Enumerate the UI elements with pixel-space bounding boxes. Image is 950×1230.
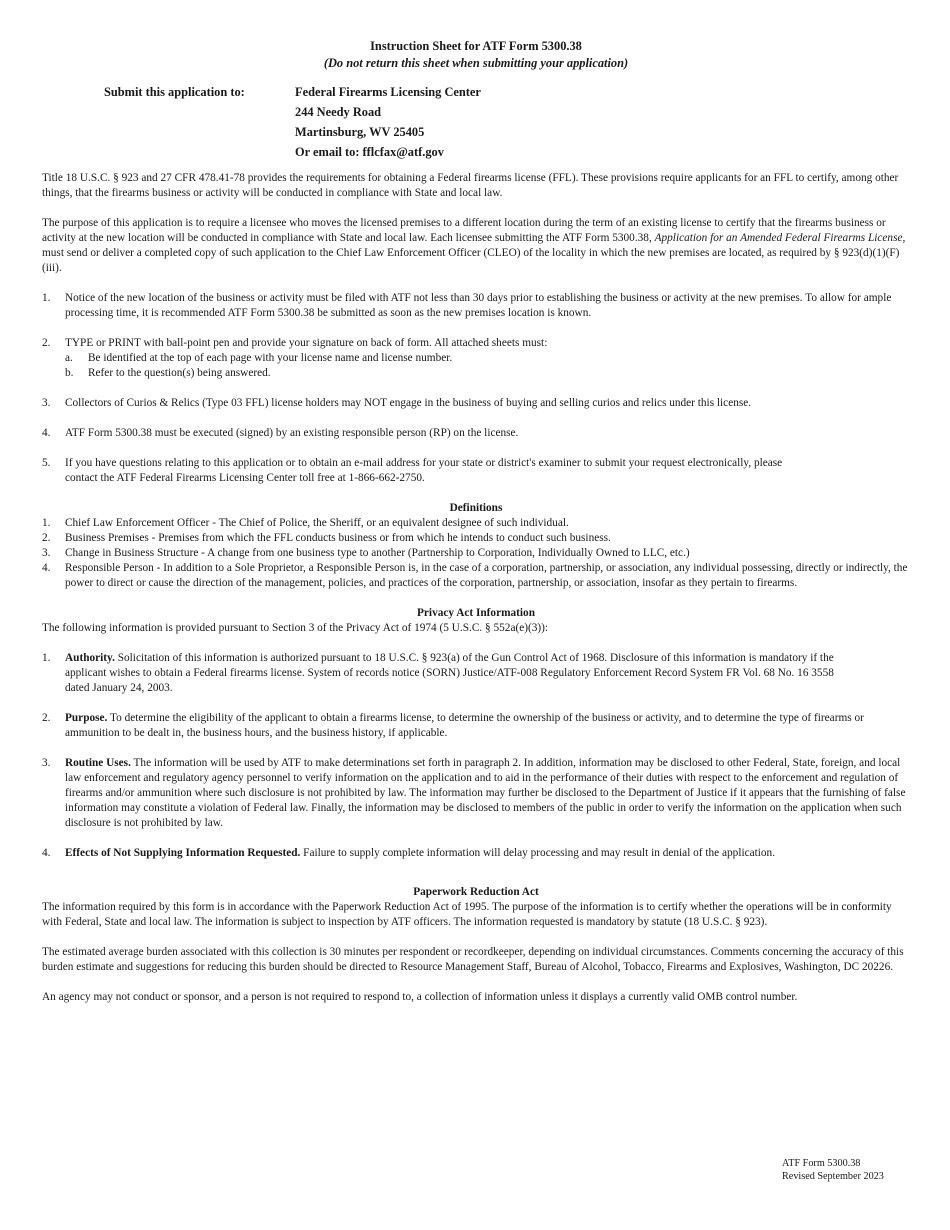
submit-label: Submit this application to:: [104, 85, 245, 99]
definition-item: 1. Chief Law Enforcement Officer - The Chief of Police, the Sheriff, or an equivalent designee of such individual.: [42, 517, 569, 529]
paperwork-paragraph-2: The estimated average burden associated with this collection is 30 minutes per respondent or recordkeeper, depending on individual circumstances. Comments concerning the accuracy of this burden estimate and suggestions for reducing this burden should be directed to Resource Management Staff, Bureau of Alcohol, Tobacco, Firearms and Explosives, Washington, DC 20226.: [42, 946, 904, 973]
document-body: [42, 38, 910, 1005]
page-title: Instruction Sheet for ATF Form 5300.38: [370, 39, 582, 53]
definition-item: 3. Change in Business Structure - A change from one business type to another (Partnership to Corporation, Individually Owned to LLC, etc.): [42, 547, 690, 559]
intro-paragraph-2: The purpose of this application is to require a licensee who moves the licensed premises to a different location during the term of an existing license to certify that the firearms business or activity at the new location will be conducted in compliance with State and local law. Each licensee submitting the ATF Form 5300.38, Application for an Amended Federal Firearms License, must send or deliver a completed copy of such application to the Chief Law Enforcement Officer (CLEO) of the locality in which the new premises are located, as required by § 923(d)(1)(F)(iii).: [42, 217, 906, 274]
privacy-act-intro: The following information is provided pursuant to Section 3 of the Privacy Act of 1974 (5 U.S.C. § 552a(e)(3)):: [42, 622, 549, 634]
instruction-item: 2. TYPE or PRINT with ball-point pen and provide your signature on back of form. All attached sheets must: a. Be identified at the top of each page with your license name and license number. b. Refer to the question(s) being answered.: [42, 336, 910, 381]
instruction-item: 1. Notice of the new location of the business or activity must be filed with ATF not less than 30 days prior to establishing the business or activity at the new premises. To allow for ample processing time, it is recommended ATF Form 5300.38 be submitted as soon as the new premises location is known.: [42, 292, 892, 319]
submit-address-block: [42, 82, 910, 162]
definition-item: 2. Business Premises - Premises from which the FFL conducts business or from which he intends to conduct such business.: [42, 532, 611, 544]
address-line: 244 Needy Road: [295, 105, 382, 119]
form-footer: [782, 1158, 884, 1183]
instruction-item: 4. ATF Form 5300.38 must be executed (signed) by an existing responsible person (RP) on the license.: [42, 427, 519, 439]
intro-paragraph-1: Title 18 U.S.C. § 923 and 27 CFR 478.41-78 provides the requirements for obtaining a Federal firearms license (FFL). These provisions require applicants for an FFL to certify, among other things, that the firearms business or activity will be conducted in compliance with State and local law.: [42, 172, 899, 199]
instruction-subitem: b. Refer to the question(s) being answered.: [65, 367, 271, 379]
paperwork-reduction-heading: Paperwork Reduction Act: [413, 886, 539, 898]
privacy-act-heading: Privacy Act Information: [417, 607, 535, 619]
paperwork-paragraph-3: An agency may not conduct or sponsor, and a person is not required to respond to, a collection of information unless it displays a currently valid OMB control number.: [42, 991, 798, 1003]
privacy-item: 1. Authority. Solicitation of this information is authorized pursuant to 18 U.S.C. § 923(a) of the Gun Control Act of 1968. Disclosure of this information is mandatory if the applicant wishes to obtain a Federal firearms license. System of records notice (SORN) Justice/ATF-008 Regulatory Enforcement Record System FR Vol. 68 No. 16 3558 dated January 24, 2003.: [42, 652, 834, 694]
instruction-item: 5. If you have questions relating to this application or to obtain an e-mail address for your state or district's examiner to submit your request electronically, please contact the ATF Federal Firearms Licensing Center toll free at 1-866-662-2750.: [42, 457, 783, 484]
privacy-item: 2. Purpose. To determine the eligibility of the applicant to obtain a firearms license, to determine the ownership of the business or activity, and to determine the type of firearms or ammunition to be dealt in, the business hours, and the business history, if applicable.: [42, 712, 864, 739]
page-subtitle: (Do not return this sheet when submitting your application): [323, 56, 629, 70]
instruction-subitem: a. Be identified at the top of each page with your license name and license number.: [65, 352, 453, 364]
instruction-item: 3. Collectors of Curios & Relics (Type 03 FFL) license holders may NOT engage in the business of buying and selling curios and relics under this license.: [42, 397, 752, 409]
address-line: Federal Firearms Licensing Center: [295, 85, 481, 99]
address-line: Martinsburg, WV 25405: [295, 125, 425, 139]
email-line: Or email to: fflcfax@atf.gov: [295, 145, 444, 159]
privacy-item: 4. Effects of Not Supplying Information Requested. Failure to supply complete information will delay processing and may result in denial of the application.: [42, 847, 776, 859]
definitions-heading: Definitions: [449, 502, 503, 514]
definition-item: 4. Responsible Person - In addition to a Sole Proprietor, a Responsible Person is, in the case of a corporation, partnership, or association, any individual possessing, directly or indirectly, the power to direct or cause the direction of the management, policies, and practices of the corporation, partnership, or association, insofar as they pertain to firearms.: [42, 562, 908, 589]
mailing-address: [295, 82, 481, 162]
footer-form-number: ATF Form 5300.38: [782, 1158, 861, 1169]
privacy-item: 3. Routine Uses. The information will be used by ATF to make determinations set forth in paragraph 2. In addition, information may be disclosed to other Federal, State, foreign, and local law enforcement and regulatory agency personnel to verify information on the application and to aid in the performance of their duties with respect to the enforcement and regulation of firearms and/or ammunition where such disclosure is not prohibited by law. The information may further be disclosed to the Department of Justice if it appears that the furnishing of false information may constitute a violation of Federal law. Finally, the information may be disclosed to members of the public in order to verify the information on the application when such disclosure is not prohibited by law.: [42, 757, 906, 829]
paperwork-paragraph-1: The information required by this form is in accordance with the Paperwork Reduction Act of 1995. The purpose of the information is to certify whether the operations will be in conformity with Federal, State and local law. The information is subject to inspection by ATF officers. The information requested is mandatory by statute (18 U.S.C. § 923).: [42, 901, 892, 928]
footer-revision-date: Revised September 2023: [782, 1170, 884, 1182]
